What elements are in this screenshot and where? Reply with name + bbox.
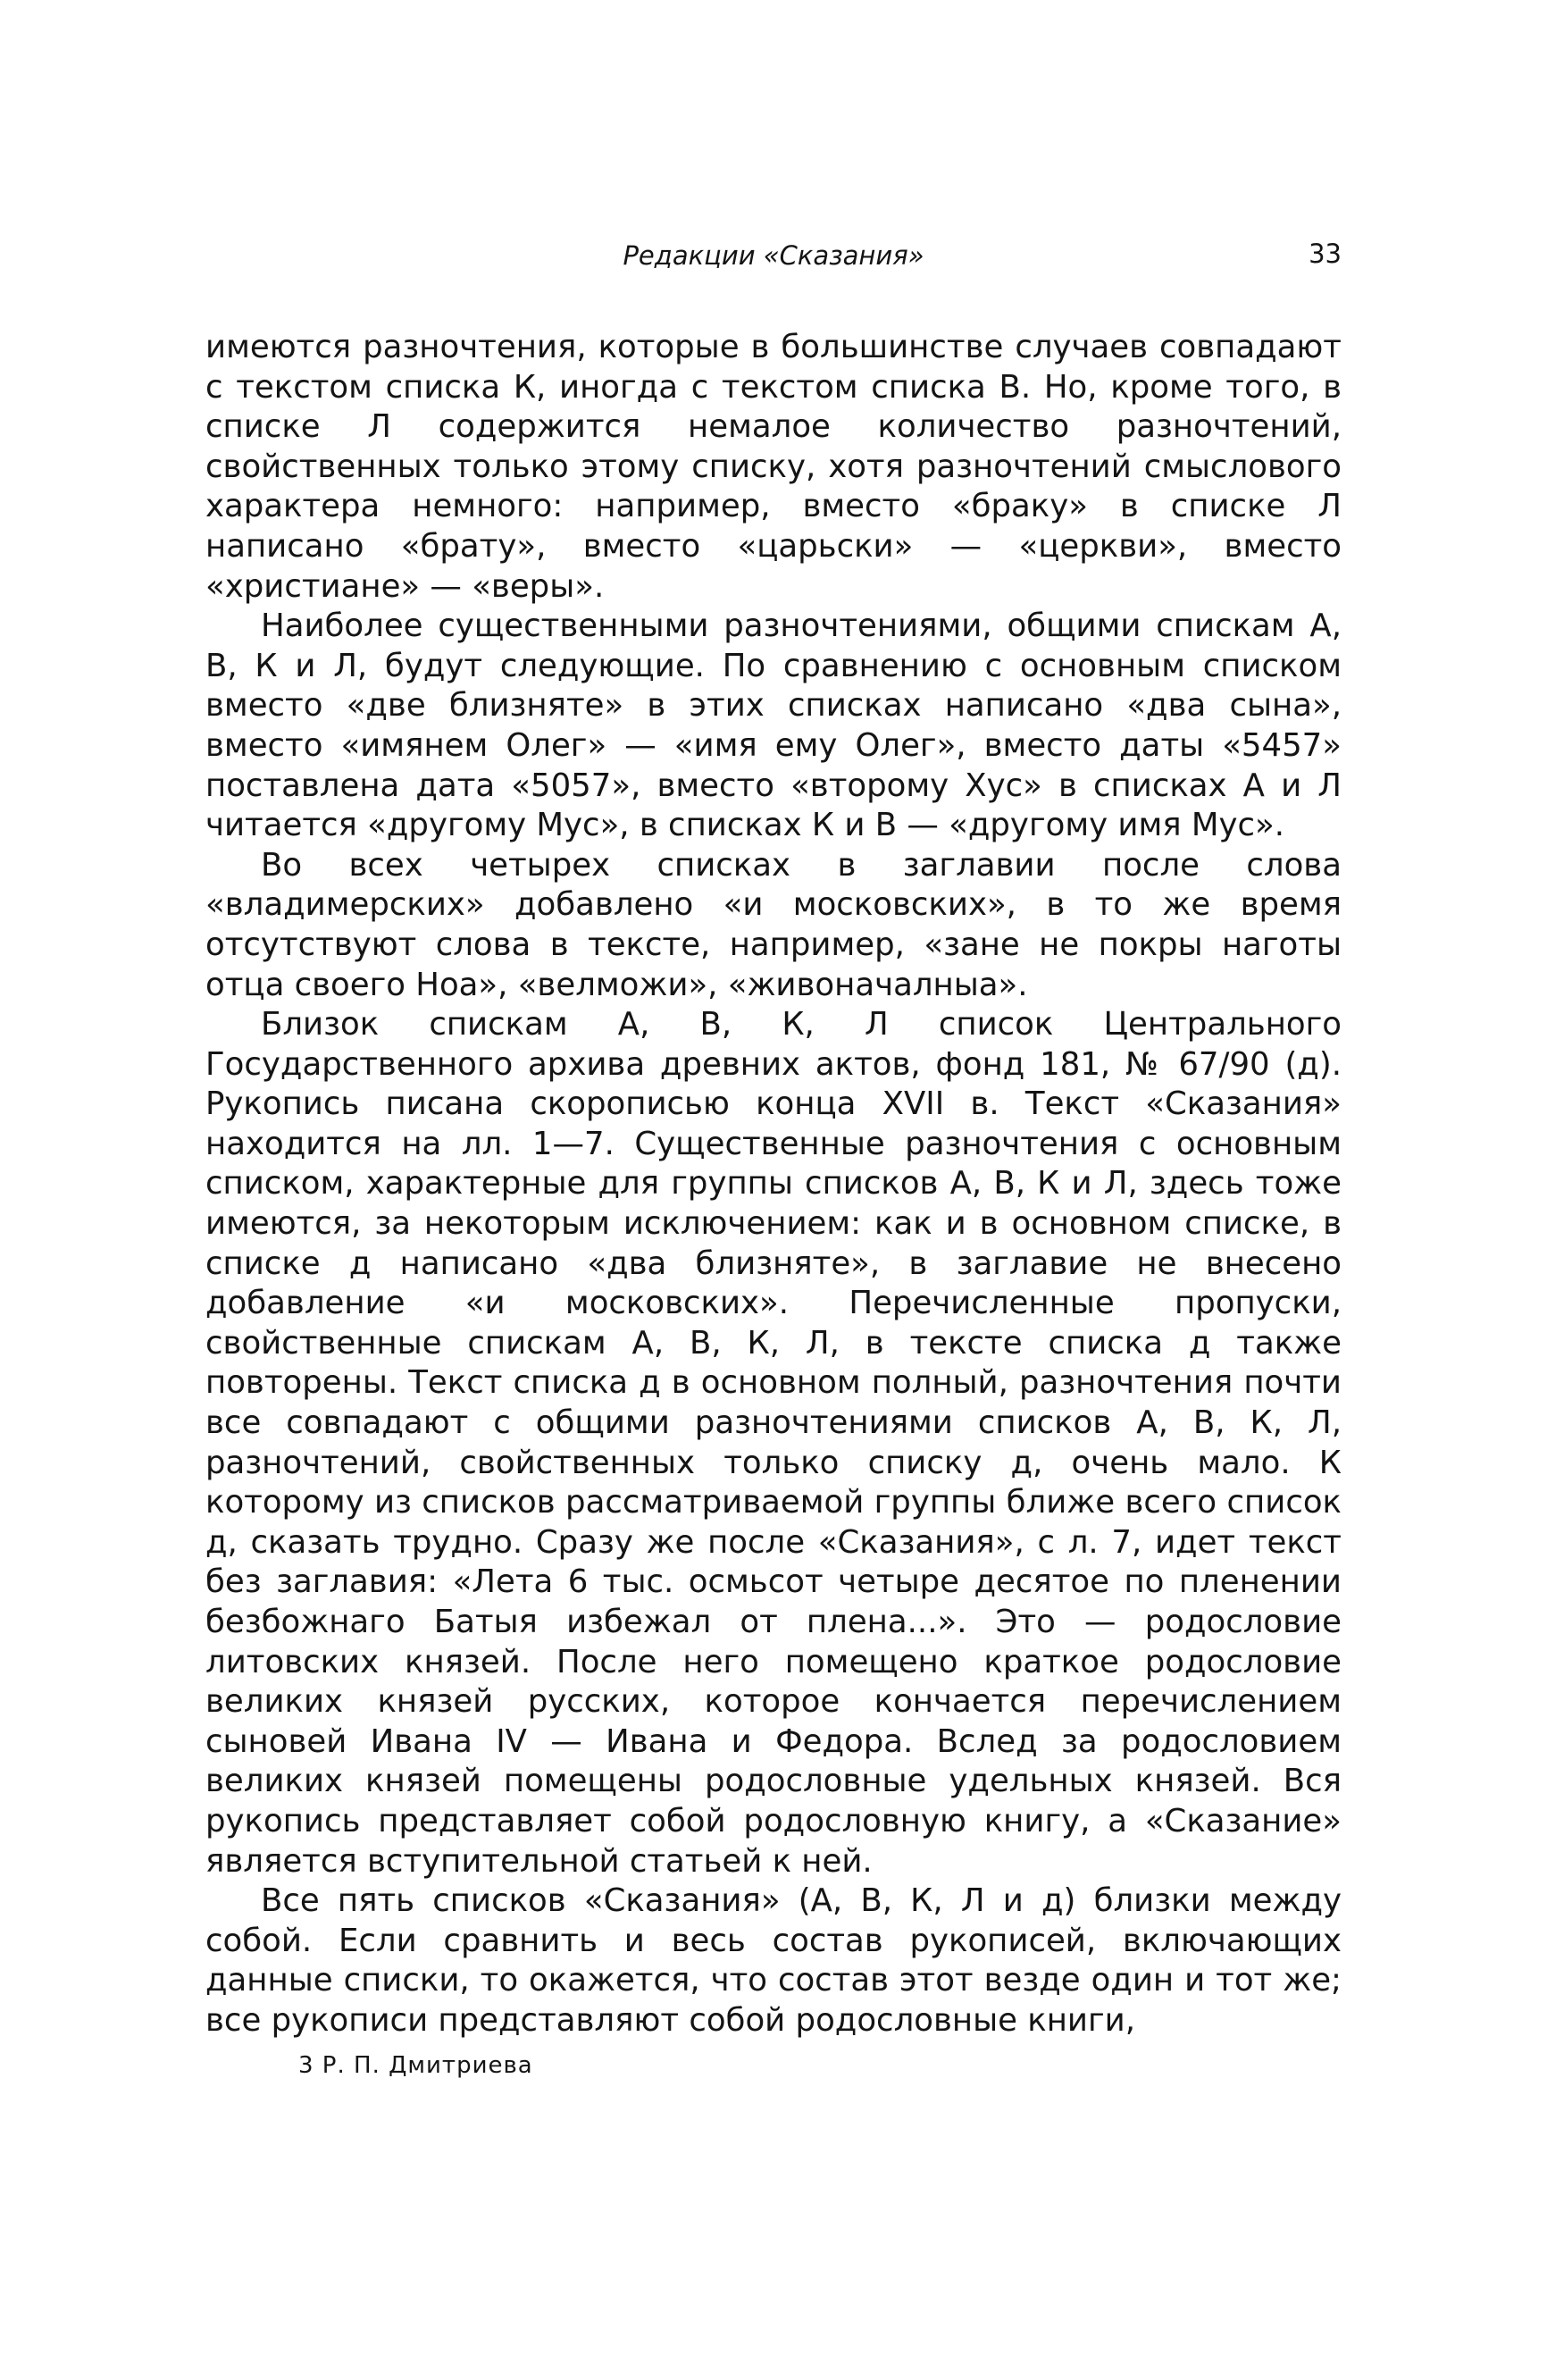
paragraph-1: имеются разночтения, которые в большинстве случаев совпадают с текстом списка К, иногда с текстом списка В. Но, кроме того, в списке Л содержится немалое количество разночтений, свойственных только этому списку, хотя разночтений смыслового характера немного: например, вместо «браку» в списке Л написано «брату», вместо «царьски» — «церкви», вместо «христиане» — «веры». [205,329,1342,605]
book-page [205,237,1342,2079]
paragraph-4: Близок спискам А, В, К, Л список Центрального Государственного архива древних актов, фонд 181, № 67/90 (д). Рукопись писана скорописью конца XVII в. Текст «Сказания» находится на лл. 1—7. Существенные разночтения с основным списком, характерные для группы списков А, В, К и Л, здесь тоже имеются, за некоторым исключением: как и в основном списке, в списке д написано «два близняте», в заглавие не внесено добавление «и московских». Перечисленные пропуски, свойственные спискам А, В, К, Л, в тексте списка д также повторены. Текст списка д в основном полный, разночтения почти все совпадают с общими разночтениями списков А, В, К, Л, разночтений, свойственных только списку д, очень мало. К которому из списков рассматриваемой группы ближе всего список д, сказать трудно. Сразу же после «Сказания», с л. 7, идет текст без заглавия: «Лета 6 тыс. осмьсот четыре десятое по пленении безбожнаго Батыя избежал от плена...». Это — родословие литовских князей. После него помещено краткое родословие великих князей русских, которое кончается перечислением сыновей Ивана IV — Ивана и Федора. Вслед за родословием великих князей помещены родословные удельных князей. Вся рукопись представляет собой родословную книгу, а «Сказание» является вступительной статьей к ней. [205,1006,1342,1880]
paragraph-2: Наиболее существенными разночтениями, общими спискам А, В, К и Л, будут следующие. По сравнению с основным списком вместо «две близняте» в этих списках написано «два сына», вместо «имянем Олег» — «имя ему Олег», вместо даты «5457» поставлена дата «5057», вместо «второму Хус» в списках А и Л читается «другому Мус», в списках К и В — «другому имя Мус». [205,608,1342,844]
page-number: 33 [1309,239,1342,269]
running-title: Редакции «Сказания» [623,240,924,271]
paragraph-5: Все пять списков «Сказания» (А, В, К, Л и д) близки между собой. Если сравнить и весь состав рукописей, включающих данные списки, то окажется, что состав этот везде один и тот же; все рукописи представляют собой родословные книги, [205,1882,1342,2039]
body-text [205,328,1342,2041]
printer-signature: 3 Р. П. Дмитриева [298,2051,533,2079]
running-header [205,237,1342,272]
paragraph-3: Во всех четырех списках в заглавии после слова «владимерских» добавлено «и московских», в то же время отсутствуют слова в тексте, например, «зане не покры наготы отца своего Ноа», «велможи», «живоначалныа». [205,846,1342,1003]
